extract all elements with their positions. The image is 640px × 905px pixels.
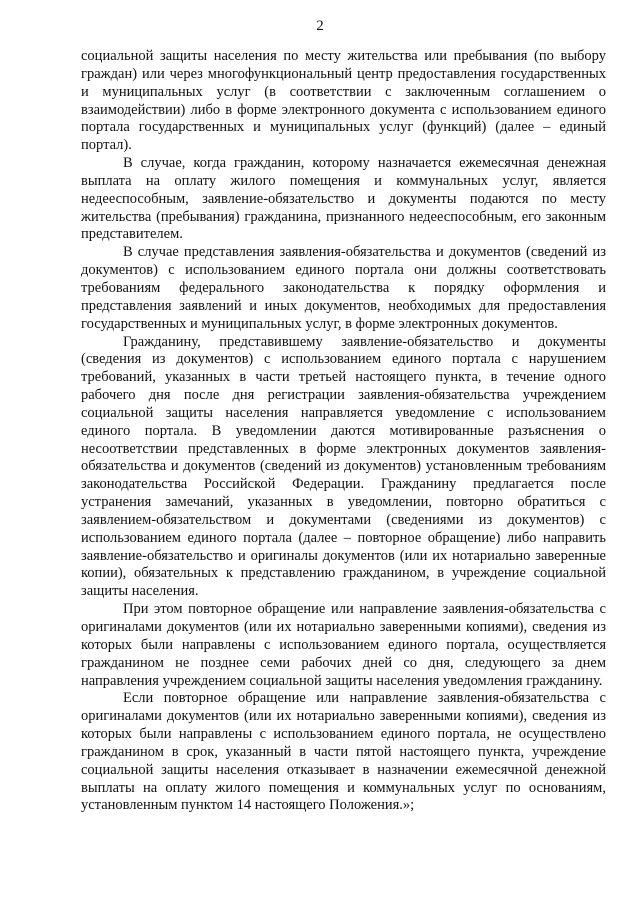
paragraph-electronic-submission: В случае представления заявления-обязательства и документов (сведений из документов) с использованием единого портала они должны соответствовать требованиям федерального законодательства к порядку оформления и представления заявлений и иных документов, необходимых для предоставления государственных и муниципальных услуг, в форме электронных документов. [81,244,606,332]
paragraph-repeat-application: При этом повторное обращение или направление заявления-обязательства с оригиналами документов (или их нотариально заверенными копиями), сведения из которых были направлены с использованием единого портала, осуществляется гражданином не позднее семи рабочих дней со дня, следующего за днем направления учреждением социальной защиты населения уведомления гражданину. [81,601,606,689]
page-number: 2 [316,18,324,34]
paragraph-notification: Гражданину, представившему заявление-обязательство и документы (сведения из документов) с использованием единого портала с нарушением требований, указанных в части третьей настоящего пункта, в течение одного рабочего дня после дня регистрации заявления-обязательства учреждением социальной защиты населения направляется уведомление с использованием единого портала. В уведомлении даются мотивированные разъяснения о несоответствии представленных в форме электронных документов заявления-обязательства и документов (сведений из документов) установленным требованиям законодательства Российской Федерации. Гражданину предлагается после устранения замечаний, указанных в уведомлении, повторно обратиться с заявлением-обязательством и документами (сведениями из документов) с использованием единого портала (далее – повторное обращение) либо направить заявление-обязательство и оригиналы документов (или их нотариально заверенные копии), обязательных к представлению гражданином, в учреждение социальной защиты населения. [81,333,606,600]
paragraph-refusal: Если повторное обращение или направление заявления-обязательства с оригиналами документов (или их нотариально заверенными копиями), сведения из которых были направлены с использованием единого портала, не осуществлено гражданином в срок, указанный в части пятой настоящего пункта, учреждение социальной защиты населения отказывает в назначении ежемесячной денежной выплаты на оплату жилого помещения и коммунальных услуг по основаниям, установленным пунктом 14 настоящего Положения.»; [81,690,606,814]
paragraph-continuation: социальной защиты населения по месту жительства или пребывания (по выбору граждан) или через многофункциональный центр предоставления государственных и муниципальных услуг (в соответствии с заключенным соглашением о взаимодействии) либо в форме электронного документа с использованием единого портала государственных и муниципальных услуг (функций) (далее – единый портал). [81,48,606,154]
paragraph-incapacitated-citizen: В случае, когда гражданин, которому назначается ежемесячная денежная выплата на оплату жилого помещения и коммунальных услуг, является недееспособным, заявление-обязательство и документы подаются по месту жительства (пребывания) гражданина, признанного недееспособным, его законным представителем. [81,155,606,243]
document-body [81,48,606,815]
